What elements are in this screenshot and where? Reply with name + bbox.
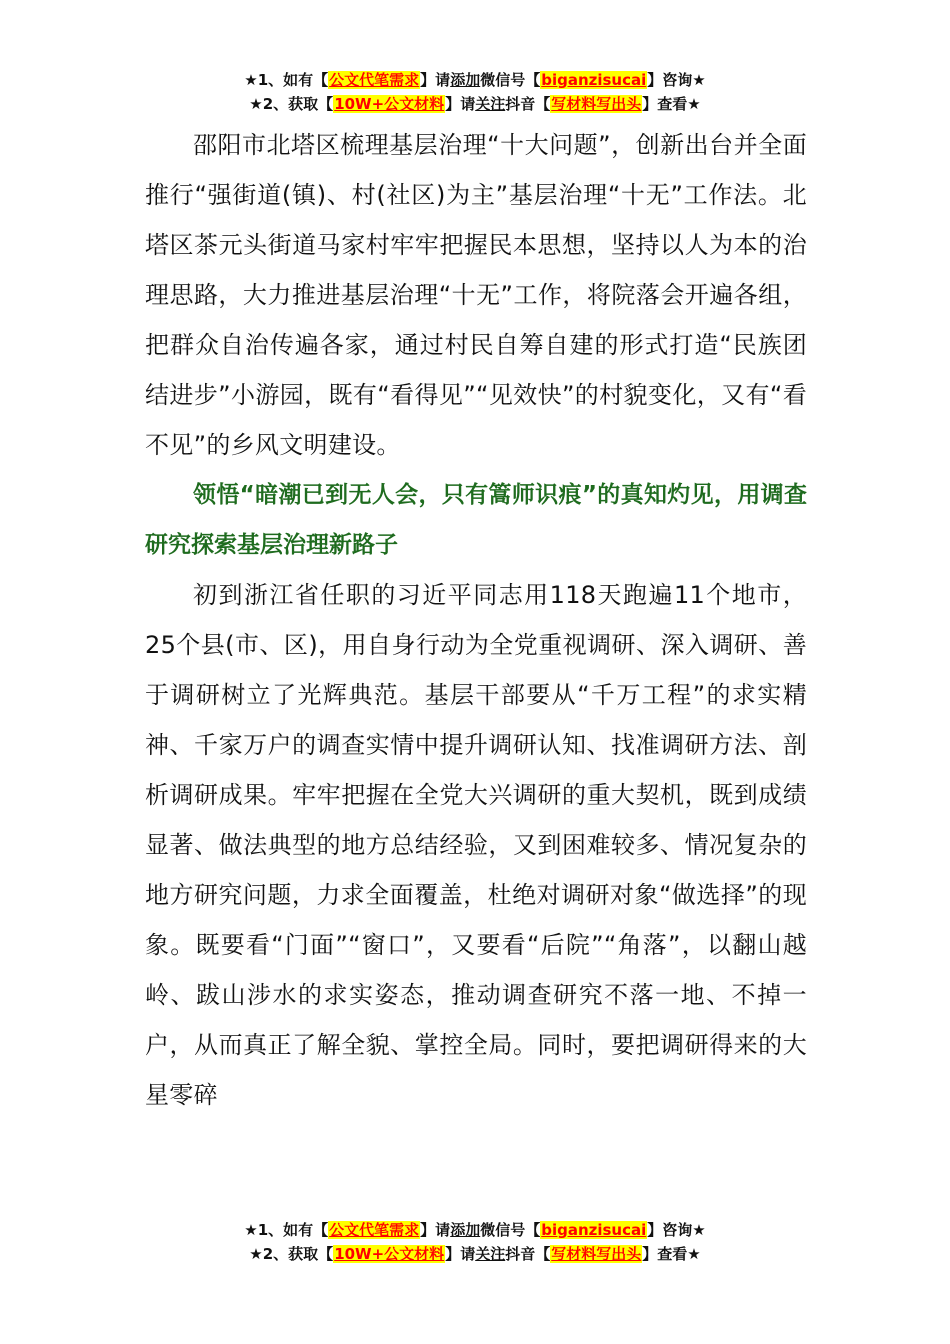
section-heading: 领悟“暗潮已到无人会，只有篙师识痕”的真知灼见，用调查研究探索基层治理新路子: [145, 482, 807, 558]
banner-line-2: ★2、获取【10W+公文材料】请关注抖音【写材料写出头】查看★: [249, 1245, 701, 1263]
highlight-materials: 10W+公文材料: [334, 1245, 445, 1263]
douyin-account: 写材料写出头: [551, 95, 642, 113]
highlight-materials: 10W+公文材料: [334, 95, 445, 113]
paragraph-1: 邵阳市北塔区梳理基层治理“十大问题”，创新出台并全面推行“强街道(镇)、村(社区)为主”基层治理“十无”工作法。北塔区茶元头街道马家村牢牢把握民本思想，坚持以人为本的治理思路，大力推进基层治理“十无”工作，将院落会开遍各组，把群众自治传遍各家，通过村民自筹自建的形式打造“民族团结进步”小游园，既有“看得见”“见效快”的村貌变化，又有“看不见”的乡风文明建设。: [145, 131, 807, 459]
banner-line-2: ★2、获取【10W+公文材料】请关注抖音【写材料写出头】查看★: [249, 95, 701, 113]
paragraph-2: 初到浙江省任职的习近平同志用118天跑遍11个地市，25个县(市、区)，用自身行动为全党重视调研、深入调研、善于调研树立了光辉典范。基层干部要从“千万工程”的求实精神、千家万户的调查实情中提升调研认知、找准调研方法、剖析调研成果。牢牢把握在全党大兴调研的重大契机，既到成绩显著、做法典型的地方总结经验，又到困难较多、情况复杂的地方研究问题，力求全面覆盖，杜绝对调研对象“做选择”的现象。既要看“门面”“窗口”，又要看“后院”“角落”，以翻山越岭、跋山涉水的求实姿态，推动调查研究不落一地、不掉一户，从而真正了解全貌、掌控全局。同时，要把调研得来的大星零碎: [145, 581, 807, 1109]
wechat-id: biganzisucai: [541, 1221, 647, 1239]
highlight-service: 公文代笔需求: [329, 71, 420, 89]
banner-line-1: ★1、如有【公文代笔需求】请添加微信号【biganzisucai】咨询★: [244, 1221, 706, 1239]
highlight-service: 公文代笔需求: [329, 1221, 420, 1239]
header-banner: [0, 68, 950, 116]
banner-line-1: ★1、如有【公文代笔需求】请添加微信号【biganzisucai】咨询★: [244, 71, 706, 89]
douyin-account: 写材料写出头: [551, 1245, 642, 1263]
document-body: [145, 120, 807, 1120]
footer-banner: [0, 1218, 950, 1266]
wechat-id: biganzisucai: [541, 71, 647, 89]
